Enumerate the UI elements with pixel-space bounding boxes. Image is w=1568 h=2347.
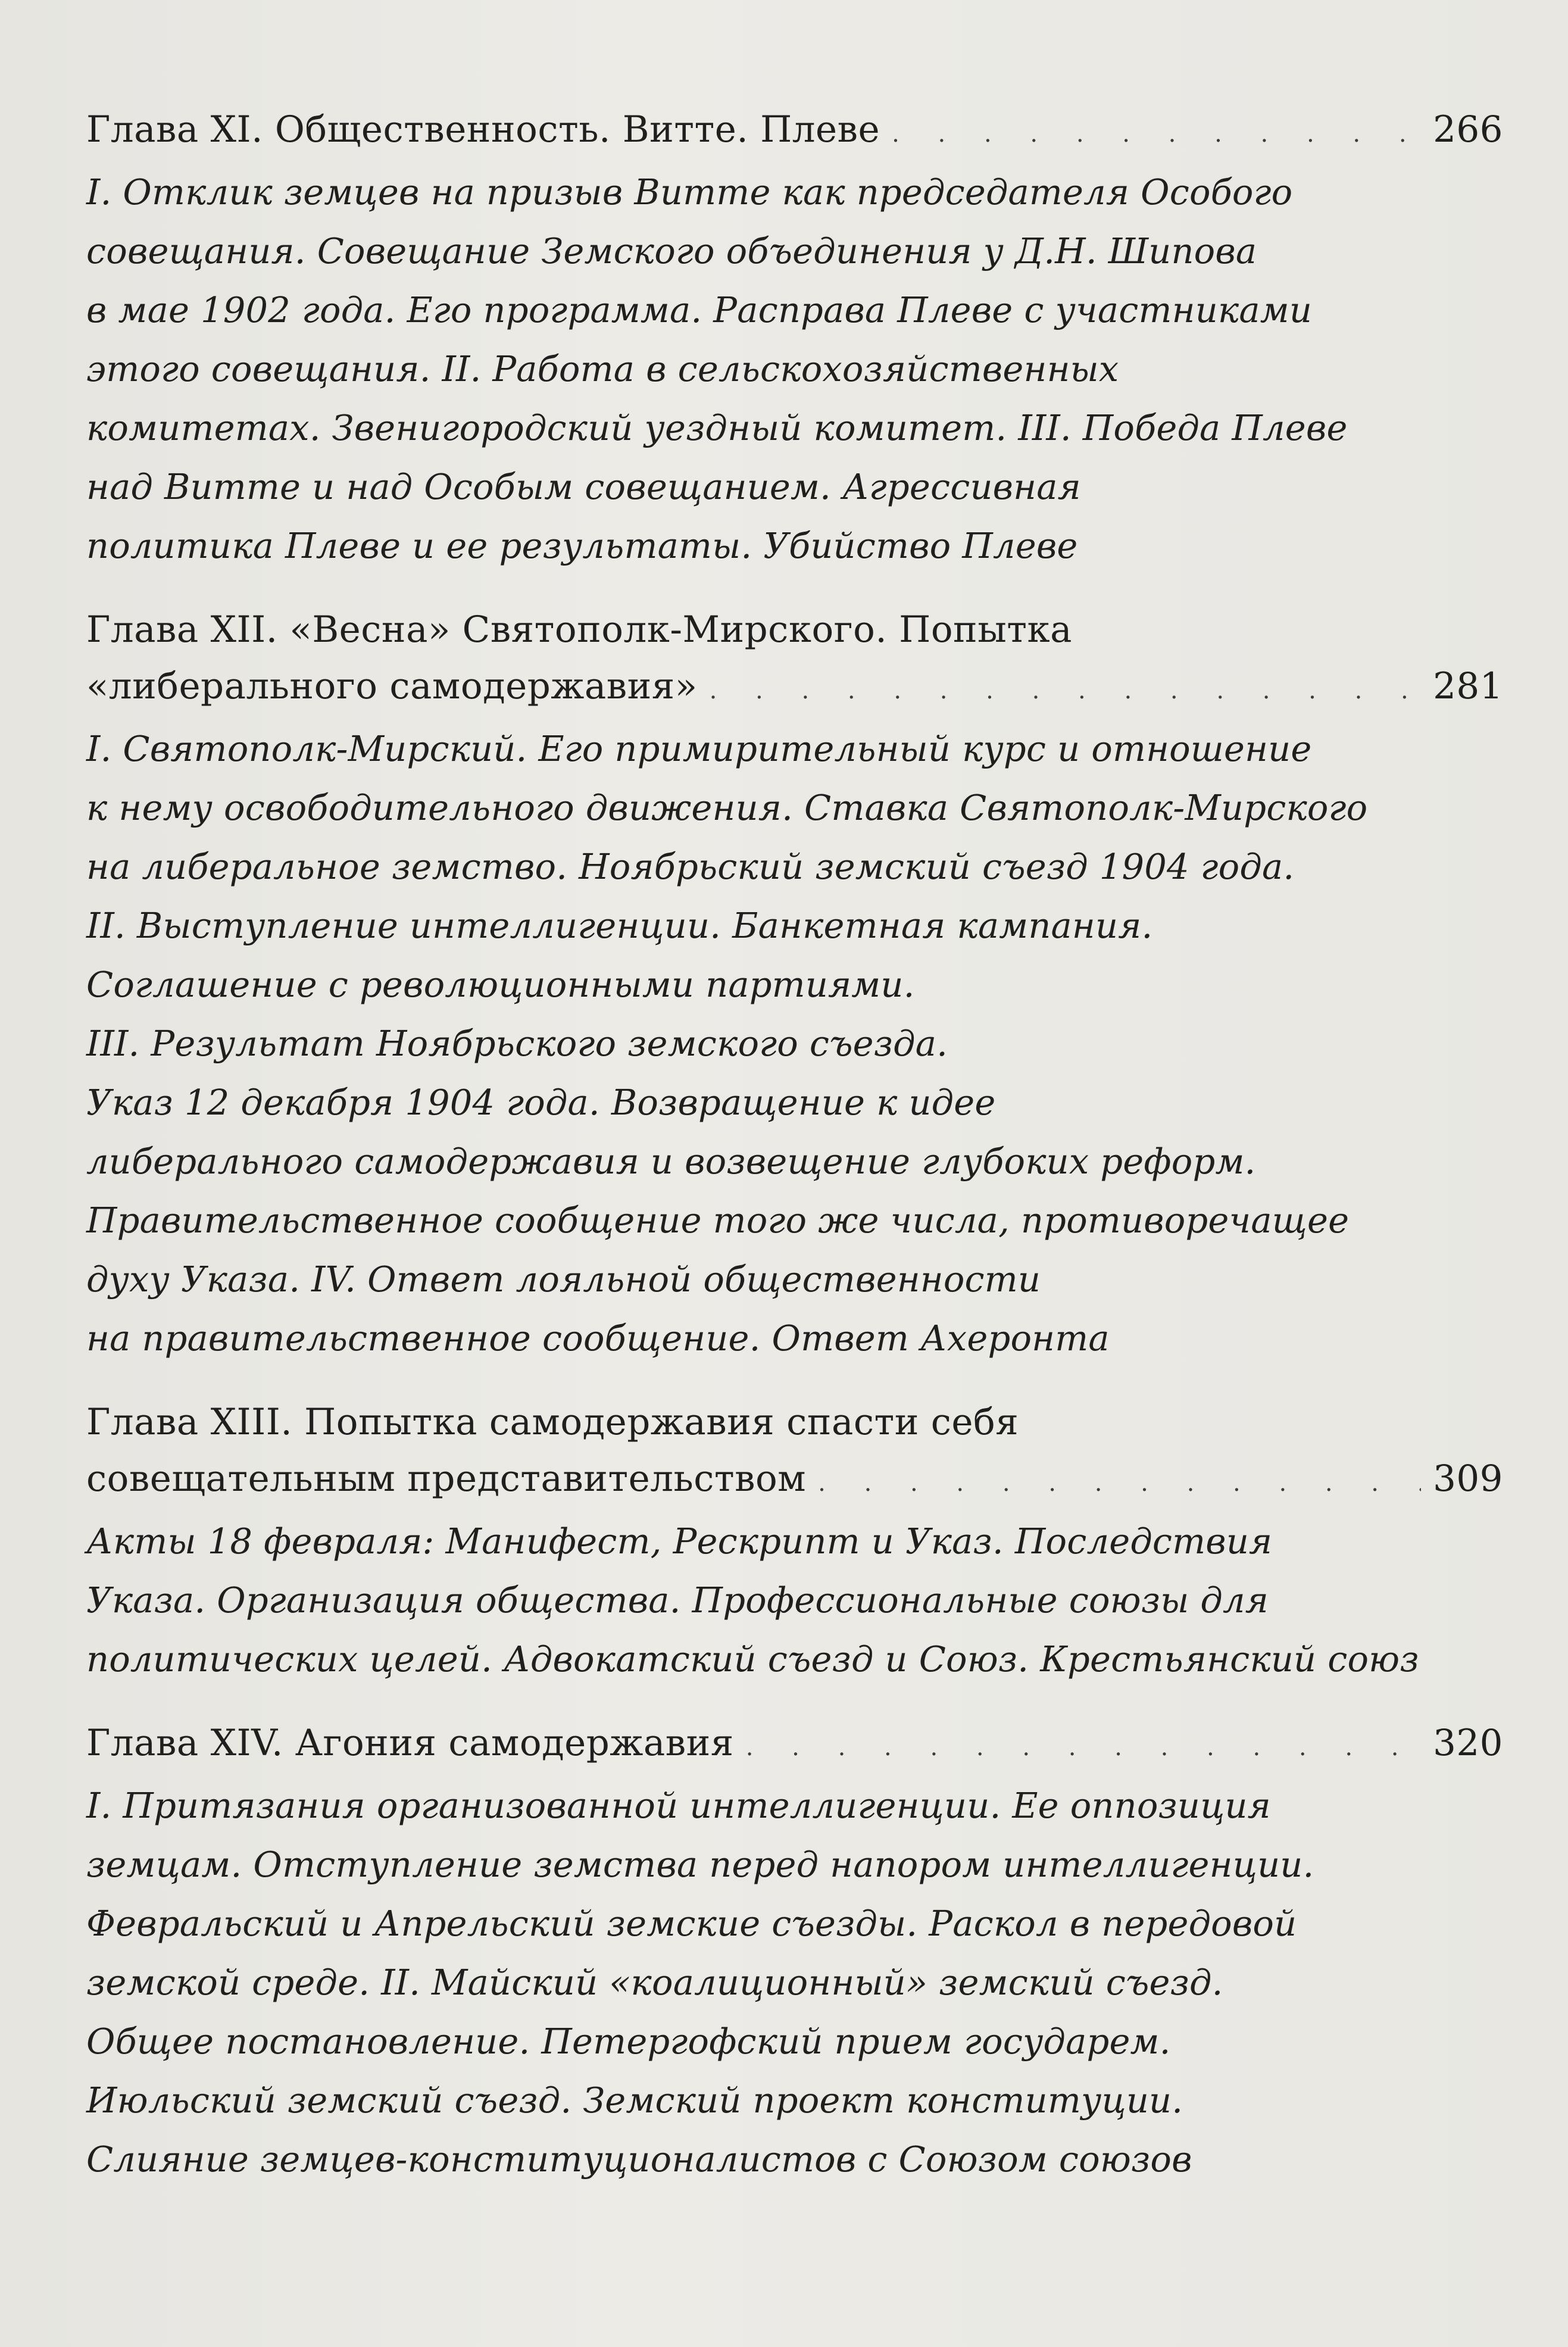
toc-entry-chapter-14 xyxy=(86,1715,1503,2189)
summary-line: II. Выступление интеллигенции. Банкетная кампания. xyxy=(86,905,1153,946)
summary-line: Указ 12 декабря 1904 года. Возвращение к идее xyxy=(86,1082,996,1123)
summary-line: Акты 18 февраля: Манифест, Рескрипт и Указ. Последствия xyxy=(86,1521,1273,1562)
chapter-summary xyxy=(86,163,1503,575)
summary-line: либерального самодержавия и возвещение глубоких реформ. xyxy=(86,1141,1256,1182)
chapter-title: Глава XII. «Весна» Святополк-Мирского. Попытка xyxy=(86,608,1073,651)
summary-line: политических целей. Адвокатский съезд и Союз. Крестьянский союз xyxy=(86,1638,1419,1680)
summary-line: Слияние земцев-конституционалистов с Союзом союзов xyxy=(86,2139,1192,2180)
summary-line: земской среде. II. Майский «коалиционный» земский съезд. xyxy=(86,1962,1223,2003)
chapter-heading-continued xyxy=(86,658,1503,719)
summary-line: Февральский и Апрельский земские съезды. Раскол в передовой xyxy=(86,1903,1297,1944)
summary-line: в мае 1902 года. Его программа. Расправа Плеве с участниками xyxy=(86,289,1313,330)
summary-line: на либеральное земство. Ноябрьский земский съезд 1904 года. xyxy=(86,846,1295,887)
chapter-title: Глава XIV. Агония самодержавия xyxy=(86,1722,734,1764)
summary-line: Июльский земский съезд. Земский проект конституции. xyxy=(86,2080,1183,2121)
summary-line: над Витте и над Особым совещанием. Агрессивная xyxy=(86,466,1081,507)
summary-line: на правительственное сообщение. Ответ Ахеронта xyxy=(86,1318,1110,1359)
toc-entry-chapter-12 xyxy=(86,601,1503,1368)
chapter-title: Глава XI. Общественность. Витте. Плеве xyxy=(86,108,880,151)
chapter-heading-continued xyxy=(86,1450,1503,1512)
chapter-heading xyxy=(86,1715,1503,1776)
chapter-summary xyxy=(86,1512,1503,1689)
chapter-heading xyxy=(86,1394,1503,1450)
summary-line: Указа. Организация общества. Профессиональные союзы для xyxy=(86,1580,1269,1621)
page-number: 266 xyxy=(1433,108,1503,151)
page-number: 281 xyxy=(1433,665,1503,707)
chapter-title: Глава XIII. Попытка самодержавия спасти себя xyxy=(86,1401,1019,1443)
summary-line: Соглашение с революционными партиями. xyxy=(86,964,915,1005)
summary-line: I. Отклик земцев на призыв Витте как председателя Особого xyxy=(86,171,1293,213)
dot-leader xyxy=(892,106,1421,163)
toc-entry-chapter-13 xyxy=(86,1394,1503,1689)
summary-line: Правительственное сообщение того же числа, противоречащее xyxy=(86,1200,1350,1241)
dot-leader xyxy=(746,1719,1421,1776)
summary-line: комитетах. Звенигородский уездный комитет. III. Победа Плеве xyxy=(86,407,1348,448)
chapter-summary xyxy=(86,719,1503,1368)
chapter-title-continued: «либерального самодержавия» xyxy=(86,665,698,707)
summary-line: I. Притязания организованной интеллигенции. Ее оппозиция xyxy=(86,1785,1271,1826)
table-of-contents xyxy=(86,101,1503,2215)
page-number: 320 xyxy=(1433,1722,1503,1764)
summary-line: I. Святополк-Мирский. Его примирительный курс и отношение xyxy=(86,728,1312,769)
summary-line: к нему освободительного движения. Ставка Святополк-Мирского xyxy=(86,787,1368,828)
chapter-heading xyxy=(86,101,1503,163)
chapter-heading xyxy=(86,601,1503,658)
toc-entry-chapter-11 xyxy=(86,101,1503,575)
summary-line: духу Указа. IV. Ответ лояльной общественности xyxy=(86,1259,1041,1300)
chapter-summary xyxy=(86,1776,1503,2189)
page-number: 309 xyxy=(1433,1457,1503,1500)
summary-line: III. Результат Ноябрьского земского съезда. xyxy=(86,1023,948,1064)
summary-line: политика Плеве и ее результаты. Убийство Плеве xyxy=(86,525,1078,566)
summary-line: совещания. Совещание Земского объединения у Д.Н. Шипова xyxy=(86,230,1257,271)
summary-line: земцам. Отступление земства перед напором интеллигенции. xyxy=(86,1844,1314,1885)
dot-leader xyxy=(818,1455,1421,1512)
chapter-title-continued: совещательным представительством xyxy=(86,1457,807,1500)
summary-line: Общее постановление. Петергофский прием государем. xyxy=(86,2021,1171,2062)
summary-line: этого совещания. II. Работа в сельскохозяйственных xyxy=(86,348,1119,389)
dot-leader xyxy=(710,663,1421,719)
